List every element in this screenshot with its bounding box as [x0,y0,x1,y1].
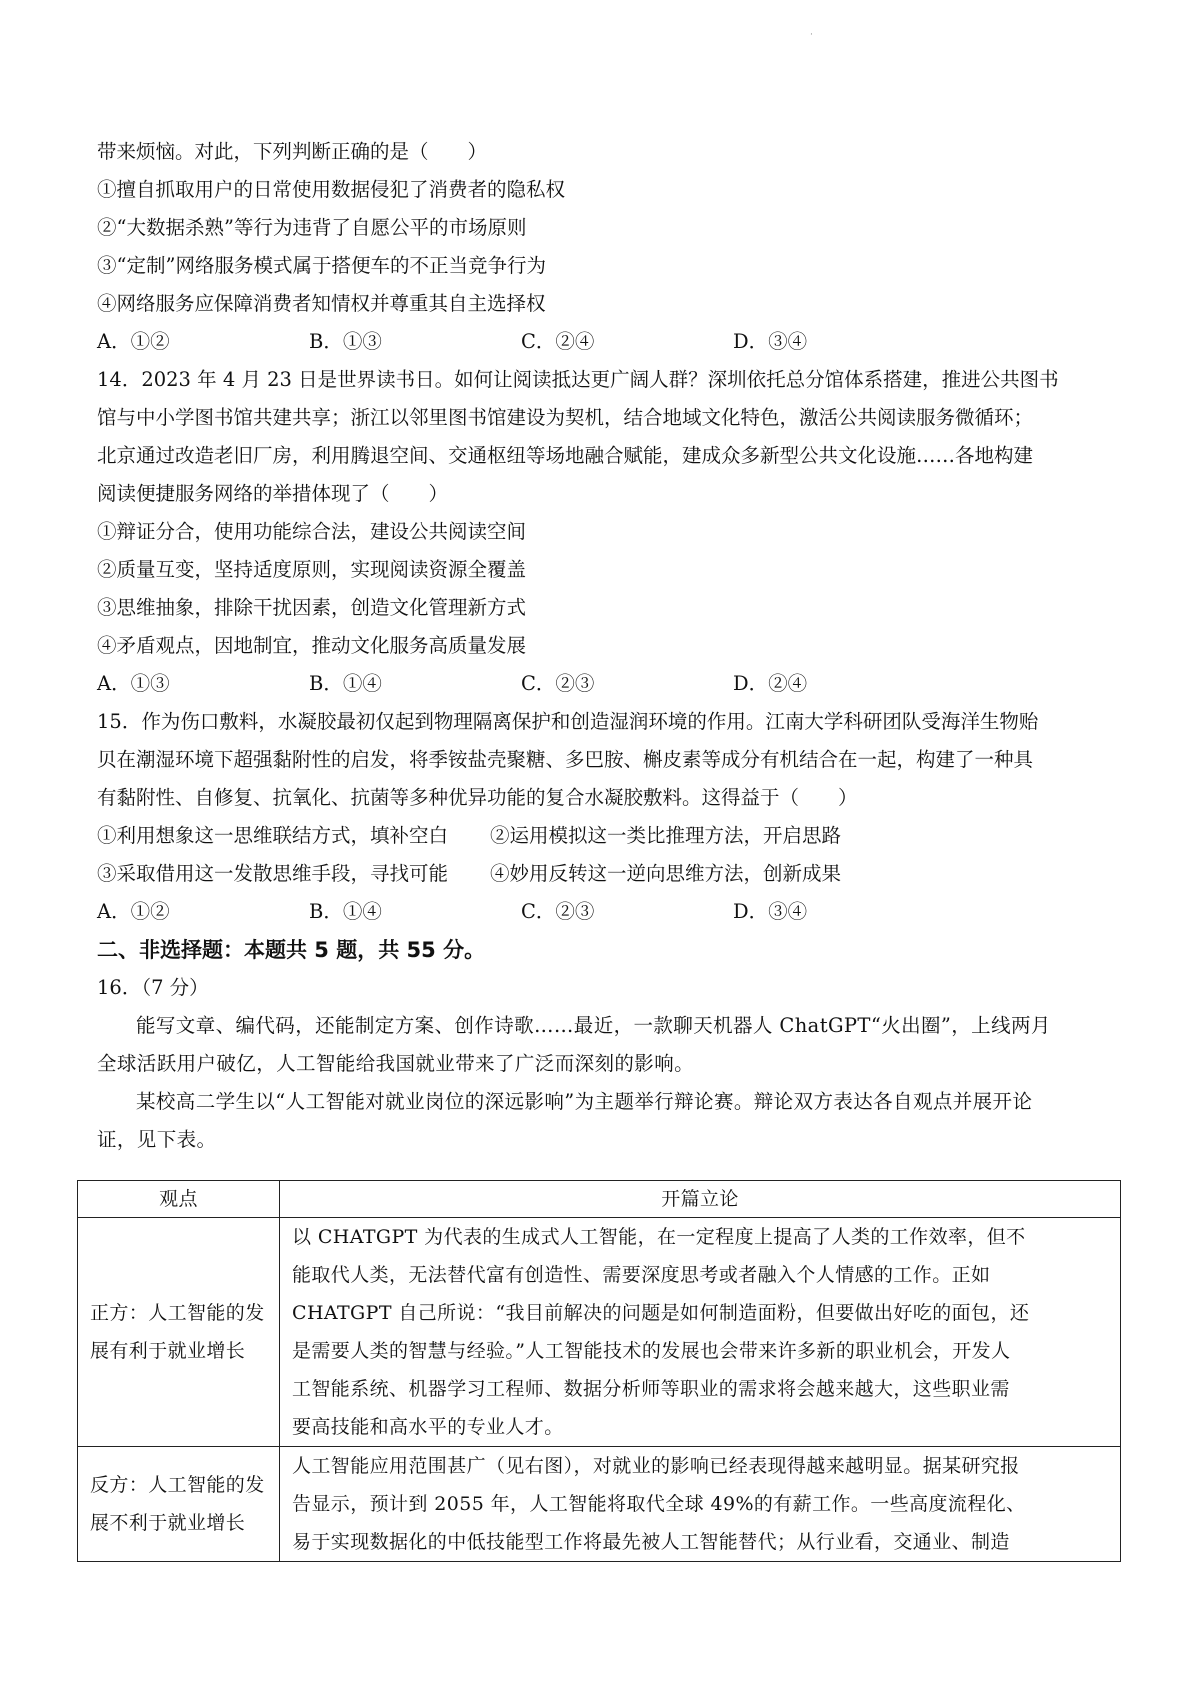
question-16 [97,969,1117,1159]
question-15-option-3: ③采取借用这一发散思维手段，寻找可能 [97,862,449,885]
question-15-option-1: ①利用想象这一思维联结方式，填补空白 [97,824,449,847]
answer-b: B．①③ [309,330,382,353]
side-line: 展有利于就业增长 [90,1340,246,1362]
question-14-stem-line: 阅读便捷服务网络的举措体现了（ ） [97,482,449,505]
question-14-stem-line: 14．2023 年 4 月 23 日是世界读书日。如何让阅读抵达更广阔人群？深圳依托总分馆体系搭建，推进公共图书 [97,368,1059,391]
answer-c: C．②③ [521,672,595,695]
answer-b: B．①④ [309,672,382,695]
answer-c: C．②③ [521,900,595,923]
argument-line: 能取代人类，无法替代富有创造性、需要深度思考或者融入个人情感的工作。正如 [292,1264,991,1286]
exam-content [97,133,1117,1159]
table-cell-side [78,1218,280,1447]
argument-line: 要高技能和高水平的专业人才。 [292,1416,564,1438]
answer-d: D．③④ [733,330,808,353]
question-15-stem-line: 有黏附性、自修复、抗氧化、抗菌等多种优异功能的复合水凝胶敷料。这得益于（ ） [97,786,858,809]
table-cell-argument [280,1218,1121,1447]
table-header-row [78,1181,1121,1218]
argument-line: 人工智能应用范围甚广（见右图），对就业的影响已经表现得越来越明显。据某研究报 [292,1455,1020,1477]
question-13-option-2: ②“大数据杀熟”等行为违背了自愿公平的市场原则 [97,216,527,239]
question-14-option-4: ④矛盾观点，因地制宜，推动文化服务高质量发展 [97,634,527,657]
question-13-stem: 带来烦恼。对此，下列判断正确的是（ ） [97,140,488,163]
question-15-stem-line: 贝在潮湿环境下超强黏附性的启发，将季铵盐壳聚糖、多巴胺、槲皮素等成分有机结合在一起，构建了一种具 [97,748,1034,771]
table-cell-argument [280,1447,1121,1562]
argument-line: 易于实现数据化的中低技能型工作将最先被人工智能替代；从行业看，交通业、制造 [292,1531,1010,1553]
question-14-option-2: ②质量互变，坚持适度原则，实现阅读资源全覆盖 [97,558,527,581]
argument-line: 是需要人类的智慧与经验。”人工智能技术的发展也会带来许多新的职业机会，开发人 [292,1340,1011,1362]
answer-b: B．①④ [309,900,382,923]
question-16-paragraph-line: 证，见下表。 [97,1128,217,1151]
answer-d: D．②④ [733,672,808,695]
table-cell-side [78,1447,280,1562]
question-14-option-3: ③思维抽象，排除干扰因素，创造文化管理新方式 [97,596,527,619]
question-15-stem-line: 15．作为伤口敷料，水凝胶最初仅起到物理隔离保护和创造湿润环境的作用。江南大学科研团队受海洋生物贻 [97,710,1039,733]
side-line: 展不利于就业增长 [90,1512,246,1534]
question-15-option-2: ②运用模拟这一类比推理方法，开启思路 [490,824,842,847]
question-14-option-1: ①辩证分合，使用功能综合法，建设公共阅读空间 [97,520,527,543]
side-line: 反方：人工智能的发 [90,1474,265,1496]
answer-c: C．②④ [521,330,595,353]
question-15-options-row-2 [97,855,1117,893]
question-14 [97,361,1117,703]
question-15-options-row-1 [97,817,1117,855]
question-16-paragraph-line: 全球活跃用户破亿，人工智能给我国就业带来了广泛而深刻的影响。 [97,1052,695,1075]
question-14-stem-line: 馆与中小学图书馆共建共享；浙江以邻里图书馆建设为契机，结合地域文化特色，激活公共阅读服务微循环； [97,406,1034,429]
question-13-option-3: ③“定制”网络服务模式属于搭便车的不正当竞争行为 [97,254,546,277]
answer-a: A．①② [97,330,170,353]
argument-line: 工智能系统、机器学习工程师、数据分析师等职业的需求将会越来越大，这些职业需 [292,1378,1010,1400]
table-header-viewpoint: 观点 [78,1181,280,1218]
question-15-answers [97,893,1117,931]
answer-a: A．①② [97,900,170,923]
table-header-opening: 开篇立论 [280,1181,1121,1218]
table-row [78,1447,1121,1562]
question-16-paragraph-line: 能写文章、编代码，还能制定方案、创作诗歌……最近，一款聊天机器人 ChatGPT“火出圈”，上线两月 [136,1014,1051,1037]
argument-line: 以 CHATGPT 为代表的生成式人工智能，在一定程度上提高了人类的工作效率，但不 [292,1226,1026,1248]
page-marker: · [810,30,813,40]
section-title: 二、非选择题：本题共 5 题，共 55 分。 [97,938,486,962]
side-line: 正方：人工智能的发 [90,1302,265,1324]
table-row [78,1218,1121,1447]
answer-d: D．③④ [733,900,808,923]
question-14-answers [97,665,1117,703]
question-15-option-4: ④妙用反转这一逆向思维方法，创新成果 [490,862,842,885]
debate-table [77,1180,1121,1562]
question-13-answers [97,323,1117,361]
question-13-option-4: ④网络服务应保障消费者知情权并尊重其自主选择权 [97,292,546,315]
question-13 [97,133,1117,361]
question-14-stem-line: 北京通过改造老旧厂房，利用腾退空间、交通枢纽等场地融合赋能，建成众多新型公共文化设施……各地构建 [97,444,1034,467]
question-13-option-1: ①擅自抓取用户的日常使用数据侵犯了消费者的隐私权 [97,178,566,201]
argument-line: 告显示，预计到 2055 年，人工智能将取代全球 49%的有薪工作。一些高度流程化、 [292,1493,1026,1515]
argument-line: CHATGPT 自己所说：“我目前解决的问题是如何制造面粉，但要做出好吃的面包，还 [292,1302,1030,1324]
answer-a: A．①③ [97,672,170,695]
question-16-paragraph-line: 某校高二学生以“人工智能对就业岗位的深远影响”为主题举行辩论赛。辩论双方表达各自观点并展开论 [136,1090,1033,1113]
question-16-label: 16．（7 分） [97,976,209,999]
question-15 [97,703,1117,931]
